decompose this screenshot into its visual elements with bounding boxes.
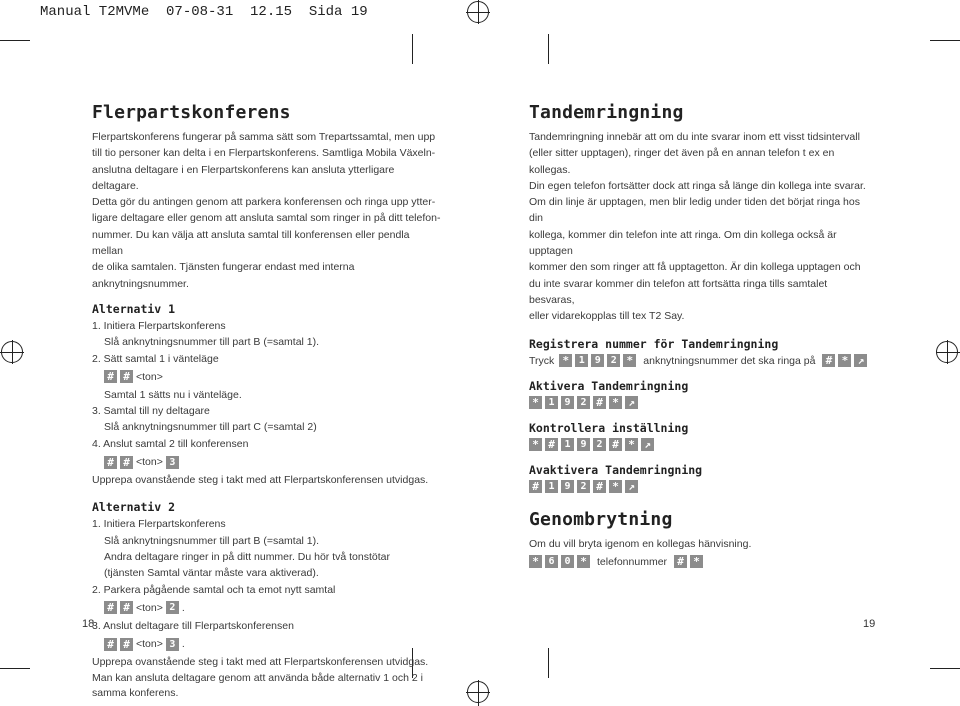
star-key-icon: *	[690, 555, 703, 568]
hash-key-icon: #	[674, 555, 687, 568]
intro-line: du inte svarar kommer din telefon att fortsätta ringa tills samtalet besvaras,	[529, 277, 828, 306]
hash-key-icon: #	[545, 438, 558, 451]
key-sequence	[92, 600, 442, 616]
two-key-icon: 2	[593, 438, 606, 451]
left-page	[92, 102, 442, 700]
hash-key-icon: #	[104, 601, 117, 614]
key-sequence	[92, 636, 442, 652]
intro-line: Detta gör du antingen genom att parkera konferensen och ringa upp ytter-	[92, 196, 436, 209]
two-key-icon: 2	[577, 396, 590, 409]
key-sequence	[529, 353, 869, 369]
one-key-icon: 1	[575, 354, 588, 367]
step: 2. Sätt samtal 1 i vänteläge	[92, 352, 219, 365]
intro-line: ligare deltagare eller genom att ansluta samtal som ringer in på ditt telefon-	[92, 212, 441, 225]
nine-key-icon: 9	[561, 480, 574, 493]
period: .	[181, 601, 185, 614]
star-key-icon: *	[838, 354, 851, 367]
star-key-icon: *	[529, 396, 542, 409]
tone-label: <ton>	[136, 601, 163, 614]
six-key-icon: 6	[545, 555, 558, 568]
three-key-icon: 3	[166, 638, 179, 651]
two-key-icon: 2	[577, 480, 590, 493]
note: Upprepa ovanstående steg i takt med att Flerpartskonferensen utvidgas.	[92, 656, 429, 669]
step: 2. Parkera pågående samtal och ta emot nytt samtal	[92, 583, 336, 596]
section-heading: Registrera nummer för Tandemringning	[529, 336, 779, 351]
star-key-icon: *	[609, 396, 622, 409]
step-detail: Slå anknytningsnummer till part B (=samtal 1).	[104, 336, 320, 349]
intro-line: kommer den som ringer att få upptagetton. Är din kollega upptagen och	[529, 261, 861, 274]
section-heading: Alternativ 1	[92, 301, 176, 316]
right-page	[529, 102, 869, 572]
instruction: anknytningsnummer det ska ringa på	[643, 354, 816, 367]
intro-line: Om din linje är upptagen, men blir ledig under tiden det börjat ringa hos din	[529, 196, 860, 225]
key-sequence	[529, 554, 869, 570]
step-detail: (tjänsten Samtal väntar måste vara aktiverad).	[104, 567, 319, 580]
handset-key-icon: ↗	[625, 480, 638, 493]
step-detail: Samtal 1 sätts nu i vänteläge.	[104, 388, 242, 401]
hash-key-icon: #	[593, 396, 606, 409]
step: 3. Anslut deltagare till Flerpartskonferensen	[92, 619, 294, 632]
section-heading: Kontrollera inställning	[529, 420, 689, 435]
nine-key-icon: 9	[577, 438, 590, 451]
star-key-icon: *	[609, 480, 622, 493]
handset-key-icon: ↗	[641, 438, 654, 451]
note: Upprepa ovanstående steg i takt med att Flerpartskonferensen utvidgas.	[92, 474, 429, 487]
step-detail: Slå anknytningsnummer till part B (=samtal 1).	[104, 534, 320, 547]
section-title: Genombrytning	[529, 508, 673, 530]
section-heading: Aktivera Tandemringning	[529, 378, 689, 393]
step: 1. Initiera Flerpartskonferens	[92, 319, 226, 332]
two-key-icon: 2	[607, 354, 620, 367]
hash-key-icon: #	[593, 480, 606, 493]
tone-label: <ton>	[136, 370, 163, 383]
hash-key-icon: #	[104, 638, 117, 651]
intro-line: nummer. Du kan välja att ansluta samtal till konferensen eller pendla mellan	[92, 228, 410, 258]
star-key-icon: *	[623, 354, 636, 367]
hash-key-icon: #	[104, 456, 117, 469]
intro-line: (eller sitter upptagen), ringer det även på en annan telefon t ex en kollegas.	[529, 147, 835, 176]
hash-key-icon: #	[120, 601, 133, 614]
one-key-icon: 1	[545, 480, 558, 493]
section-heading: Avaktivera Tandemringning	[529, 462, 703, 477]
key-sequence	[529, 395, 869, 411]
hash-key-icon: #	[609, 438, 622, 451]
note: samma konferens.	[92, 686, 179, 699]
one-key-icon: 1	[545, 396, 558, 409]
hash-key-icon: #	[104, 370, 117, 383]
hash-key-icon: #	[120, 456, 133, 469]
intro-line: Tandemringning innebär att om du inte svarar inom ett visst tidsintervall	[529, 131, 860, 143]
one-key-icon: 1	[561, 438, 574, 451]
intro-line: eller vidarekopplas till tex T2 Say.	[529, 310, 685, 323]
handset-key-icon: ↗	[625, 396, 638, 409]
instruction: telefonnummer	[597, 555, 668, 568]
three-key-icon: 3	[166, 456, 179, 469]
key-sequence	[92, 454, 442, 470]
star-key-icon: *	[529, 555, 542, 568]
period: .	[181, 638, 185, 651]
page-number: 19	[863, 618, 876, 630]
step: 3. Samtal till ny deltagare	[92, 405, 210, 418]
handset-key-icon: ↗	[854, 354, 867, 367]
intro-line: Flerpartskonferens fungerar på samma sätt som Trepartssamtal, men upp	[92, 131, 436, 143]
star-key-icon: *	[529, 438, 542, 451]
note: Man kan ansluta deltagare genom att använda både alternativ 1 och 2 i	[92, 672, 423, 685]
tone-label: <ton>	[136, 456, 163, 469]
page-title: Tandemringning	[529, 102, 684, 123]
intro-line: Din egen telefon fortsätter dock att ringa så länge din kollega inte svarar.	[529, 179, 866, 192]
star-key-icon: *	[625, 438, 638, 451]
hash-key-icon: #	[822, 354, 835, 367]
step: 1. Initiera Flerpartskonferens	[92, 518, 226, 531]
page-number: 18	[82, 618, 95, 630]
tone-label: <ton>	[136, 638, 163, 651]
instruction: Tryck	[529, 354, 555, 367]
section-heading: Alternativ 2	[92, 500, 176, 515]
hash-key-icon: #	[529, 480, 542, 493]
two-key-icon: 2	[166, 601, 179, 614]
key-sequence	[529, 479, 869, 495]
intro-line: de olika samtalen. Tjänsten fungerar endast med interna anknytningsnummer.	[92, 261, 355, 290]
star-key-icon: *	[559, 354, 572, 367]
key-sequence	[529, 437, 869, 453]
intro-line: anslutna deltagare i en Flerpartskonferens kan ansluta ytterligare deltagare.	[92, 163, 395, 192]
print-slug: Manual T2MVMe 07-08-31 12.15 Sida 19	[40, 4, 368, 20]
zero-key-icon: 0	[561, 555, 574, 568]
page-title: Flerpartskonferens	[92, 102, 291, 123]
nine-key-icon: 9	[591, 354, 604, 367]
hash-key-icon: #	[120, 370, 133, 383]
step: 4. Anslut samtal 2 till konferensen	[92, 437, 249, 450]
nine-key-icon: 9	[561, 396, 574, 409]
star-key-icon: *	[577, 555, 590, 568]
body-text: Om du vill bryta igenom en kollegas hänvisning.	[529, 537, 752, 550]
intro-line: till tio personer kan delta i en Flerpartskonferens. Samtliga Mobila Växeln-	[92, 147, 436, 160]
step-detail: Andra deltagare ringer in på ditt nummer. Du hör två tonstötar	[104, 550, 390, 563]
hash-key-icon: #	[120, 638, 133, 651]
step-detail: Slå anknytningsnummer till part C (=samtal 2)	[104, 421, 317, 434]
intro-line: kollega, kommer din telefon inte att ringa. Om din kollega också är upptagen	[529, 228, 837, 258]
key-sequence	[92, 369, 442, 385]
